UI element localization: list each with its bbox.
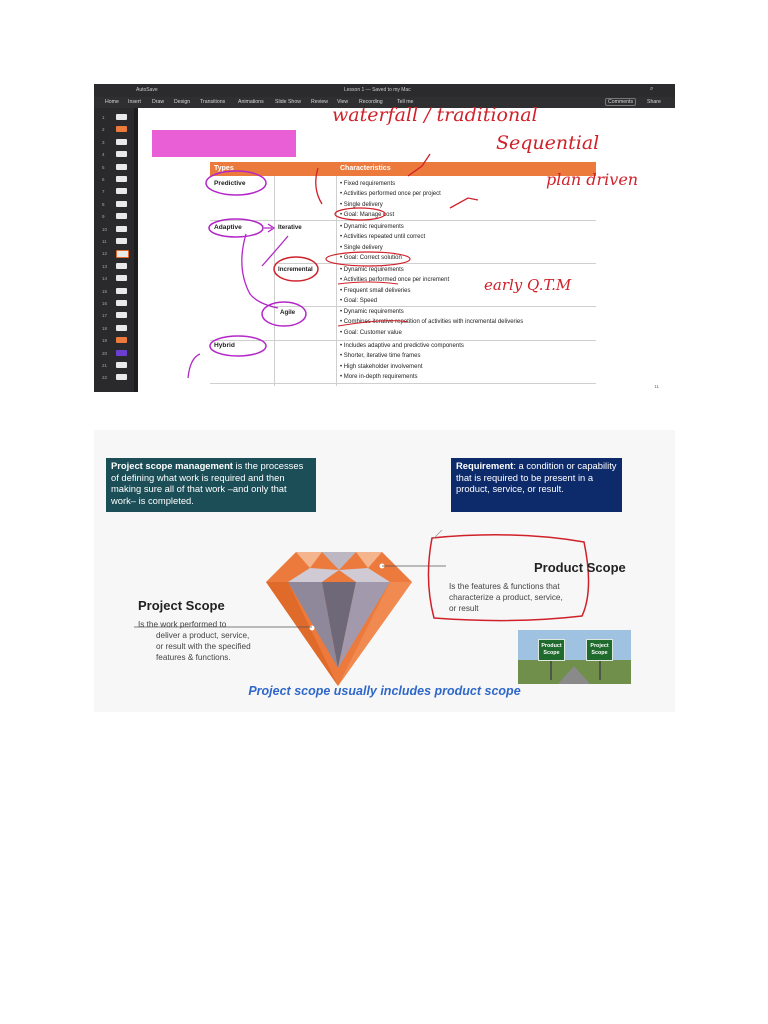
handwriting-sequential: Sequential	[496, 132, 600, 154]
slide-thumbnail[interactable]	[96, 310, 132, 321]
header-types: Types	[214, 165, 234, 172]
slide-thumbnail-preview	[116, 275, 127, 281]
characteristic-item: • Single delivery	[340, 245, 383, 251]
slide-thumbnail-number: 21	[102, 363, 108, 368]
characteristic-item: • Goal: Manage cost	[340, 212, 394, 218]
slide-thumbnail-number: 17	[102, 313, 108, 319]
arrow-annotation	[242, 234, 278, 308]
slide-thumbnail-preview	[116, 337, 127, 343]
type-agile: Agile	[280, 309, 296, 316]
tab-draw[interactable]: Draw	[152, 99, 165, 105]
arrow-annotation	[450, 198, 478, 208]
incremental-circle	[274, 257, 318, 281]
slide-thumbnail[interactable]	[96, 261, 132, 272]
tab-view[interactable]: View	[337, 99, 349, 105]
tab-slide-show[interactable]: Slide Show	[275, 99, 301, 105]
slide-thumbnail[interactable]	[96, 137, 132, 148]
slide-thumbnail-number: 12	[102, 251, 108, 257]
window-titlebar	[94, 84, 675, 97]
slide-thumbnail[interactable]	[96, 335, 132, 346]
type-incremental: Incremental	[278, 266, 313, 273]
pscope-mgmt-definition: is the processes of defining what work is required and then making sure all of that work –and only that work– is completed.	[111, 460, 304, 506]
slide-thumbnail[interactable]	[96, 186, 132, 197]
slide-thumbnail-pane	[94, 108, 134, 392]
characteristic-item: • More in-depth requirements	[340, 374, 417, 380]
slide-thumbnail-preview	[116, 238, 127, 244]
slide-thumbnail-preview	[116, 325, 127, 331]
powerpoint-screenshot	[94, 84, 675, 392]
slide-thumbnail-preview	[116, 250, 129, 258]
slide-thumbnail[interactable]	[96, 199, 132, 210]
autosave-label[interactable]: AutoSave	[136, 87, 158, 93]
adaptive-circle	[209, 219, 263, 237]
slide-thumbnail[interactable]	[96, 236, 132, 247]
slide-thumbnail-number: 1	[102, 115, 105, 120]
scope-slide-screenshot	[94, 430, 675, 712]
slide-thumbnail-number: 2	[102, 127, 105, 133]
slide-thumbnail-preview	[116, 263, 127, 269]
slide-thumbnail-preview	[116, 164, 127, 170]
characteristic-item: • Dynamic requirements	[340, 309, 404, 315]
slide-canvas[interactable]	[138, 104, 675, 392]
slide-thumbnail-number: 14	[102, 276, 108, 282]
search-icon[interactable]: ⌕	[650, 86, 654, 92]
slide-thumbnail-preview	[116, 139, 127, 145]
check-annotation	[408, 154, 430, 176]
underline-annotation	[338, 321, 408, 326]
correct-solution-circle	[326, 252, 410, 266]
scope-tagline: Project scope usually includes product scope	[248, 684, 521, 698]
slide-thumbnail-number: 6	[102, 177, 105, 182]
arrow-annotation	[264, 224, 274, 232]
slide-thumbnail-preview	[116, 374, 127, 380]
slide-thumbnail-preview	[116, 312, 127, 318]
sign-product-scope: Product Scope	[538, 639, 565, 661]
tab-design[interactable]: Design	[174, 99, 191, 105]
manage-cost-circle	[335, 208, 385, 220]
hybrid-circle	[210, 336, 266, 356]
project-scope-line: features & functions.	[156, 653, 231, 662]
slide-thumbnail-number: 13	[102, 263, 108, 269]
arrow-annotation	[188, 354, 200, 378]
predictive-circle	[206, 171, 266, 195]
project-scope-title: Project Scope	[138, 598, 225, 613]
type-predictive: Predictive	[214, 180, 246, 187]
product-scope-line: Is the features & functions that	[449, 582, 560, 591]
type-hybrid: Hybrid	[214, 342, 235, 349]
type-iterative: Iterative	[278, 224, 302, 231]
slide-thumbnail-number: 10	[102, 226, 108, 232]
road-signs-image	[518, 630, 631, 684]
slide-thumbnail[interactable]	[96, 298, 132, 309]
slide-thumbnail[interactable]	[96, 323, 132, 334]
requirement-term: Requirement	[456, 460, 514, 471]
slide-thumbnail-preview	[116, 350, 127, 356]
tab-home[interactable]: Home	[105, 99, 119, 105]
handwriting-plan-driven: plan driven	[546, 170, 639, 189]
product-scope-title: Product Scope	[534, 560, 626, 575]
slide-thumbnail-preview	[116, 114, 127, 120]
slide-thumbnail-number: 16	[102, 301, 108, 306]
characteristic-item: • High stakeholder involvement	[340, 364, 423, 370]
share-button[interactable]	[647, 99, 661, 105]
project-scope-line: Is the work performed to	[138, 620, 227, 629]
slide-thumbnail-number: 5	[102, 164, 105, 170]
slide-thumbnail-preview	[116, 226, 127, 232]
characteristic-item: • Single delivery	[340, 202, 383, 208]
characteristic-item: • Frequent small deliveries	[340, 288, 410, 294]
slide-thumbnail-number: 20	[102, 350, 108, 356]
tab-tell-me[interactable]: Tell me	[397, 99, 414, 105]
slide-thumbnail-preview	[116, 288, 127, 294]
slide-thumbnail[interactable]	[96, 112, 132, 123]
project-scope-description	[138, 619, 251, 663]
slide-thumbnail-number: 22	[102, 375, 108, 381]
characteristic-item: • Goal: Correct solution	[340, 255, 402, 261]
characteristic-item: • Goal: Customer value	[340, 330, 402, 336]
slide-thumbnail[interactable]	[96, 360, 132, 371]
product-scope-line: characterize a product, service,	[449, 593, 563, 602]
slide-thumbnail-number: 4	[102, 152, 105, 158]
product-scope-line: or result	[449, 604, 479, 613]
slide-thumbnail-number: 15	[102, 288, 108, 294]
slide-thumbnail[interactable]	[96, 174, 132, 185]
tab-insert[interactable]: Insert	[128, 99, 141, 105]
slide-thumbnail-number: 11	[102, 239, 107, 244]
document-title: Lesson 1 — Saved to my Mac	[344, 87, 411, 93]
tab-transitions[interactable]: Transitions	[200, 99, 226, 105]
slide-thumbnail-number: 3	[102, 139, 105, 145]
project-scope-line: deliver a product, service,	[156, 631, 250, 640]
slide-thumbnail-number: 8	[102, 201, 105, 207]
sign-project-scope: Project Scope	[586, 639, 613, 661]
slide-thumbnail[interactable]	[96, 211, 132, 222]
characteristic-item: • Includes adaptive and predictive components	[340, 343, 464, 349]
slide-thumbnail-preview	[116, 176, 127, 182]
characteristic-item: • Activities performed once per increment	[340, 277, 449, 283]
slide-thumbnail-preview	[116, 201, 127, 207]
handwriting-early: early Q.T.M	[484, 276, 572, 294]
slide-thumbnail-preview	[116, 300, 127, 306]
slide-thumbnail[interactable]	[96, 286, 132, 297]
slide-thumbnail-number: 19	[102, 338, 108, 344]
slide-thumbnail[interactable]	[96, 248, 132, 259]
slide-thumbnail-number: 18	[102, 325, 108, 331]
handwriting-waterfall: waterfall / traditional	[332, 104, 538, 126]
product-scope-description	[449, 581, 563, 614]
comments-label: Comments	[608, 99, 634, 105]
slide-thumbnail-preview	[116, 151, 127, 157]
share-label: Share	[647, 99, 661, 105]
characteristic-item: • Activities repeated until correct	[340, 234, 425, 240]
slide-thumbnail[interactable]	[96, 124, 132, 135]
characteristic-item: • Goal: Speed	[340, 298, 377, 304]
slide-thumbnail-preview	[116, 126, 127, 132]
slide-thumbnail[interactable]	[96, 273, 132, 284]
header-characteristics: Characteristics	[340, 165, 391, 172]
requirement-definition: : a condition or capability that is required to be present in a product, service, or result.	[456, 460, 617, 495]
comments-button[interactable]	[605, 98, 636, 106]
pscope-mgmt-term: Project scope management	[111, 460, 233, 471]
slide-thumbnail-preview	[116, 213, 127, 219]
type-adaptive: Adaptive	[214, 224, 242, 231]
slide-thumbnail-preview	[116, 362, 127, 368]
slide-thumbnail-preview	[116, 188, 127, 194]
characteristic-item: • Activities performed once per project	[340, 191, 441, 197]
slide-thumbnail[interactable]	[96, 162, 132, 173]
characteristic-item: • Combines iterative repetition of activities with incremental deliveries	[340, 319, 523, 325]
underline-annotation	[338, 282, 398, 284]
tab-animations[interactable]: Animations	[238, 99, 264, 105]
slide-thumbnail-number: 9	[102, 214, 105, 220]
characteristic-item: • Fixed requirements	[340, 181, 395, 187]
slide-page-number: 11	[654, 384, 659, 389]
tab-review[interactable]: Review	[311, 99, 329, 105]
slide-thumbnail[interactable]	[96, 149, 132, 160]
characteristic-item: • Dynamic requirements	[340, 267, 404, 273]
arrow-annotation	[262, 236, 288, 266]
slide-thumbnail[interactable]	[96, 372, 132, 383]
slide-thumbnail[interactable]	[96, 224, 132, 235]
slide-thumbnail-number: 7	[102, 189, 105, 195]
characteristic-item: • Shorter, iterative time frames	[340, 353, 420, 359]
characteristic-item: • Dynamic requirements	[340, 224, 404, 230]
project-scope-line: or result with the specified	[156, 642, 251, 651]
slide-thumbnail[interactable]	[96, 348, 132, 359]
brace-annotation	[316, 168, 322, 204]
tab-recording[interactable]: Recording	[359, 99, 383, 105]
